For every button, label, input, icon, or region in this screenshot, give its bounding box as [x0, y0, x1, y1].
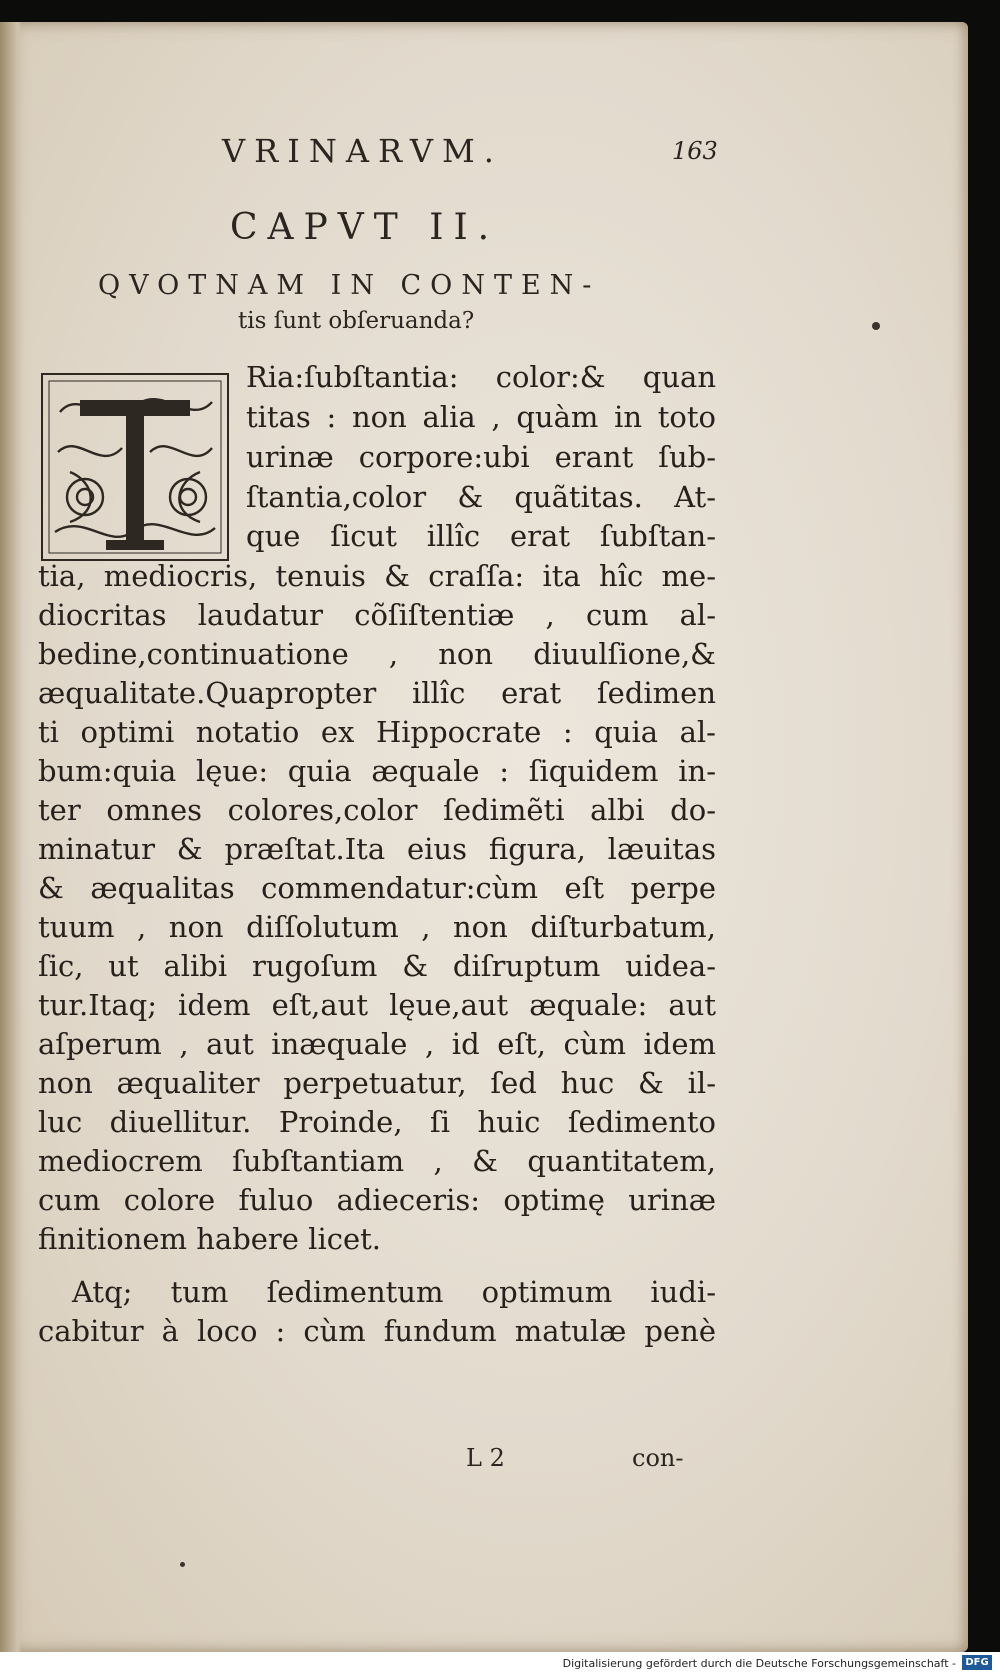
catchword: con-	[632, 1444, 684, 1472]
text-line: tia, mediocris, tenuis & craſſa: ita hîc me-	[38, 559, 716, 593]
text-line: ſic, ut alibi rugoſum & diſruptum uidea-	[38, 949, 716, 983]
ink-speck	[180, 1562, 185, 1567]
text-line: bum:quia lęue: quia æquale : ſiquidem in-	[38, 754, 716, 788]
text-line: mediocrem ſubſtantiam , & quantitatem,	[38, 1144, 716, 1178]
page-number: 163	[672, 137, 718, 165]
text-line: ſtantia,color & quãtitas. At-	[246, 480, 716, 514]
text-line: aſperum , aut inæquale , id eſt, cùm idem	[38, 1027, 716, 1061]
text-line: cum colore fuluo adieceris: optimę urinæ	[38, 1183, 716, 1217]
dfg-logo: DFG	[962, 1655, 992, 1670]
book-page	[0, 22, 968, 1652]
text-line: urinæ corpore:ubi erant ſub-	[246, 440, 716, 474]
text-line: ti optimi notatio ex Hippocrate : quia al-	[38, 715, 716, 749]
text-line: diocritas laudatur cõſiſtentiæ , cum al-	[38, 598, 716, 632]
text-line: luc diuellitur. Proinde, ſi huic ſedimento	[38, 1105, 716, 1139]
text-line: titas : non alia , quàm in toto	[246, 400, 716, 434]
chapter-question-line-2: tis ſunt obſeruanda?	[238, 308, 475, 334]
text-line: bedine,continuatione , non diuulſione,&	[38, 637, 716, 671]
decorated-initial-t	[40, 372, 230, 562]
text-line: non æqualiter perpetuatur, ſed huc & il-	[38, 1066, 716, 1100]
text-line: ter omnes colores,color ſedimẽti albi do-	[38, 793, 716, 827]
text-line: que ſicut illîc erat ſubſtan-	[246, 519, 716, 553]
text-line: Atq; tum ſedimentum optimum iudi-	[72, 1275, 716, 1309]
text-line: tur.Itaq; idem eſt,aut lęue,aut æquale: aut	[38, 988, 716, 1022]
signature-mark: L 2	[466, 1444, 505, 1472]
digitization-footer	[0, 1652, 1000, 1673]
text-line: cabitur à loco : cùm fundum matulæ penè	[38, 1314, 716, 1348]
text-line: minatur & præſtat.Ita eius figura, læuitas	[38, 832, 716, 866]
digitization-credit: Digitalisierung gefördert durch die Deutsche Forschungsgemeinschaft -	[562, 1657, 956, 1670]
ink-speck	[872, 322, 880, 330]
chapter-title: CAPVT II.	[230, 207, 500, 248]
text-line: tuum , non diſſolutum , non diſturbatum,	[38, 910, 716, 944]
text-line: finitionem habere licet.	[38, 1222, 382, 1256]
chapter-question-line-1: QVOTNAM IN CONTEN-	[98, 270, 601, 301]
text-line: Ria:ſubſtantia: color:& quan	[246, 360, 716, 394]
running-head: VRINARVM.	[222, 132, 503, 170]
page-edge-shadow	[0, 22, 22, 1652]
text-line: & æqualitas commendatur:cùm eſt perpe	[38, 871, 716, 905]
text-line: æqualitate.Quapropter illîc erat ſedimen	[38, 676, 716, 710]
